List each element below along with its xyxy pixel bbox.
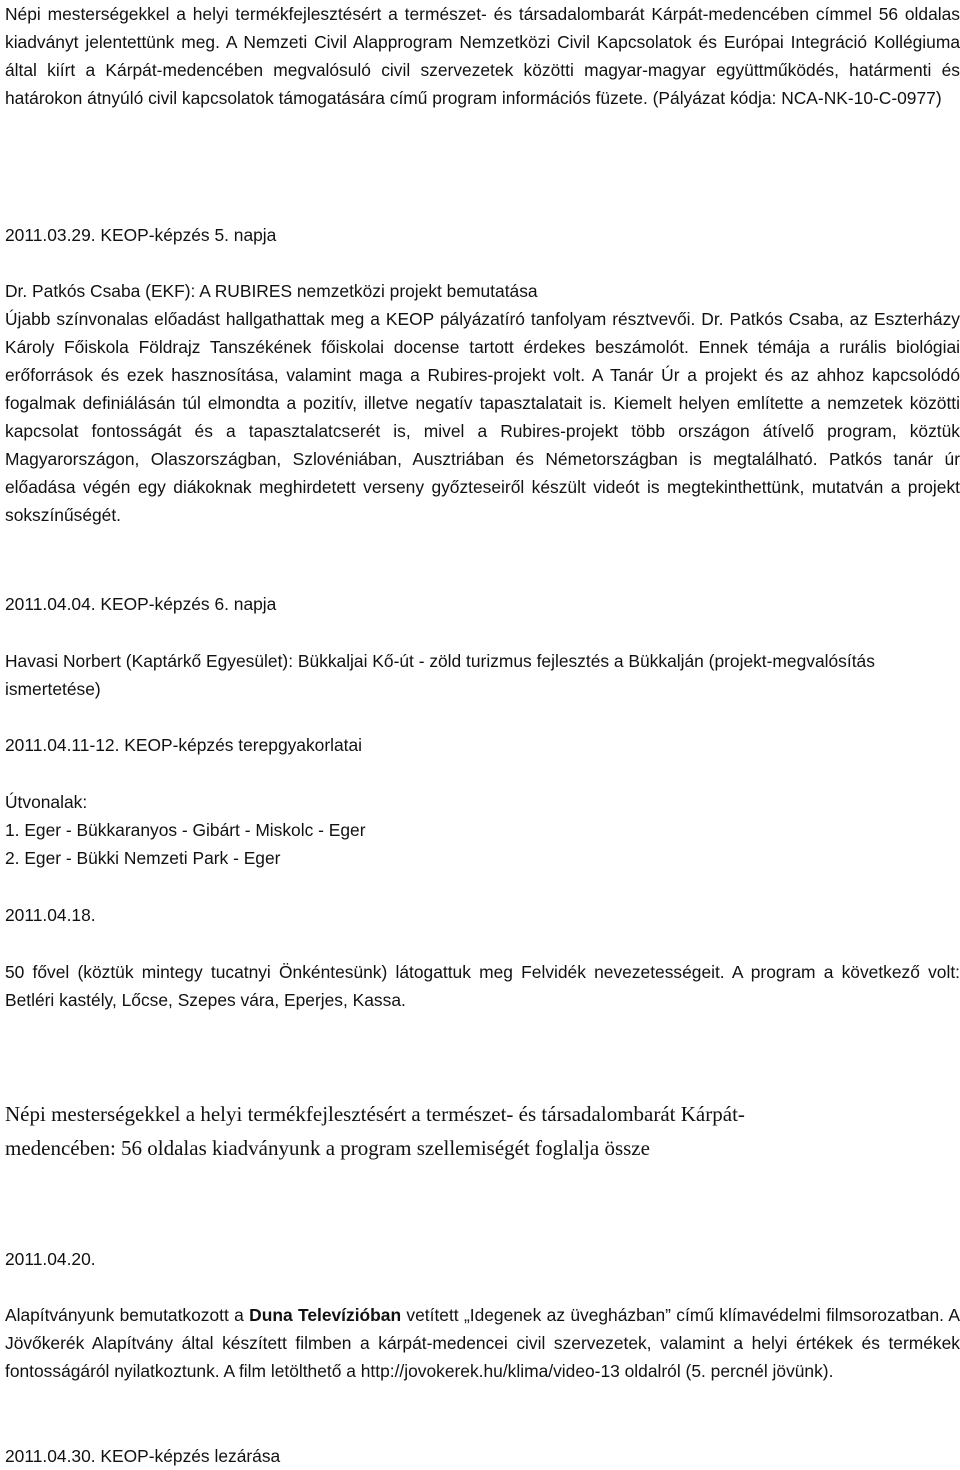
route-item: 1. Eger - Bükkaranyos - Gibárt - Miskolc - Eger xyxy=(5,820,366,840)
route-item: 2. Eger - Bükki Nemzeti Park - Eger xyxy=(5,848,281,868)
section-title: Dr. Patkós Csaba (EKF): A RUBIRES nemzetközi projekt bemutatása xyxy=(5,281,538,301)
section-body: Újabb színvonalas előadást hallgathattak meg a KEOP pályázatíró tanfolyam résztvevői. Dr. Patkós Csaba, az Eszterházy Károly Főiskola Földrajz Tanszékének főiskolai docense tartott érdekes beszámolót. Ennek témája a rurális biológiai erőforrások és ezek hasznosítása, valamint maga a Rubires-projekt volt. A Tanár Úr a projekt és az ahhoz kapcsolódó fogalmak definiálásán túl elmondta a pozitív, illetve negatív tapasztalatait is. Kiemelt helyen említette a nemzetek közötti kapcsolat fontosságát és a tapasztalatcserét is, mivel a Rubires-projekt több országon átívelő program, köztük Magyarországon, Olaszországban, Szlovéniában, Ausztriában és Németországban is megtalálható. Patkós tanár úr előadása végén egy diákoknak meghirdetett verseny győzteseiről készült videót is megtekinthettünk, mutatván a projekt sokszínűségét. xyxy=(5,309,960,525)
body-text: Alapítványunk bemutatkozott a xyxy=(5,1305,250,1325)
highlight-paragraph xyxy=(5,1097,960,1165)
section-body xyxy=(5,1301,960,1385)
intro-paragraph: Népi mesterségekkel a helyi termékfejlesztésért a természet- és társadalombarát Kárpát-medencében címmel 56 oldalas kiadványt jelentettünk meg. A Nemzeti Civil Alapprogram Nemzetközi Civil Kapcsolatok és Európai Integráció Kollégiuma által kiírt a Kárpát-medencében megvalósuló civil szervezetek közötti magyar-magyar együttműködés, határmenti és határokon átnyúló civil kapcsolatok támogatására című program információs füzete. (Pályázat kódja: NCA-NK-10-C-0977) xyxy=(5,4,960,108)
routes-label: Útvonalak: xyxy=(5,792,88,812)
body-text: vetített „Idegenek az üvegházban” című klímavédelmi filmsorozatban. A Jövőkerék Alapítvány által készített filmben a kárpát-medencei civil szervezetek, valamint a helyi értékek és termékek fontosságáról nyilatkoztunk. A film letölthető a http://jovokerek.hu/klima/video-13 oldalról (5. percnél jövünk). xyxy=(5,1305,960,1381)
section-body: Havasi Norbert (Kaptárkő Egyesület): Bükkaljai Kő-út - zöld turizmus fejlesztés a Bükkalján (projekt-megvalósítás ismertetése) xyxy=(5,651,875,699)
section-body: 50 fővel (köztük mintegy tucatnyi Önkéntesünk) látogattuk meg Felvidék nevezetességeit. A program a következő volt: Betléri kastély, Lőcse, Szepes vára, Eperjes, Kassa. xyxy=(5,962,960,1010)
section-date: 2011.04.30. KEOP-képzés lezárása xyxy=(5,1446,281,1466)
section-date: 2011.03.29. KEOP-képzés 5. napja xyxy=(5,225,277,245)
section-date: 2011.04.20. xyxy=(5,1249,96,1269)
section-date: 2011.04.04. KEOP-képzés 6. napja xyxy=(5,594,277,614)
emphasized-text: Duna Televízióban xyxy=(249,1305,402,1325)
section-date: 2011.04.18. xyxy=(5,905,96,925)
highlight-line: Népi mesterségekkel a helyi termékfejlesztésért a természet- és társadalombarát Kárpát- xyxy=(5,1102,745,1126)
highlight-line: medencében: 56 oldalas kiadványunk a program szellemiségét foglalja össze xyxy=(5,1136,650,1160)
section-date: 2011.04.11-12. KEOP-képzés terepgyakorlatai xyxy=(5,735,363,755)
